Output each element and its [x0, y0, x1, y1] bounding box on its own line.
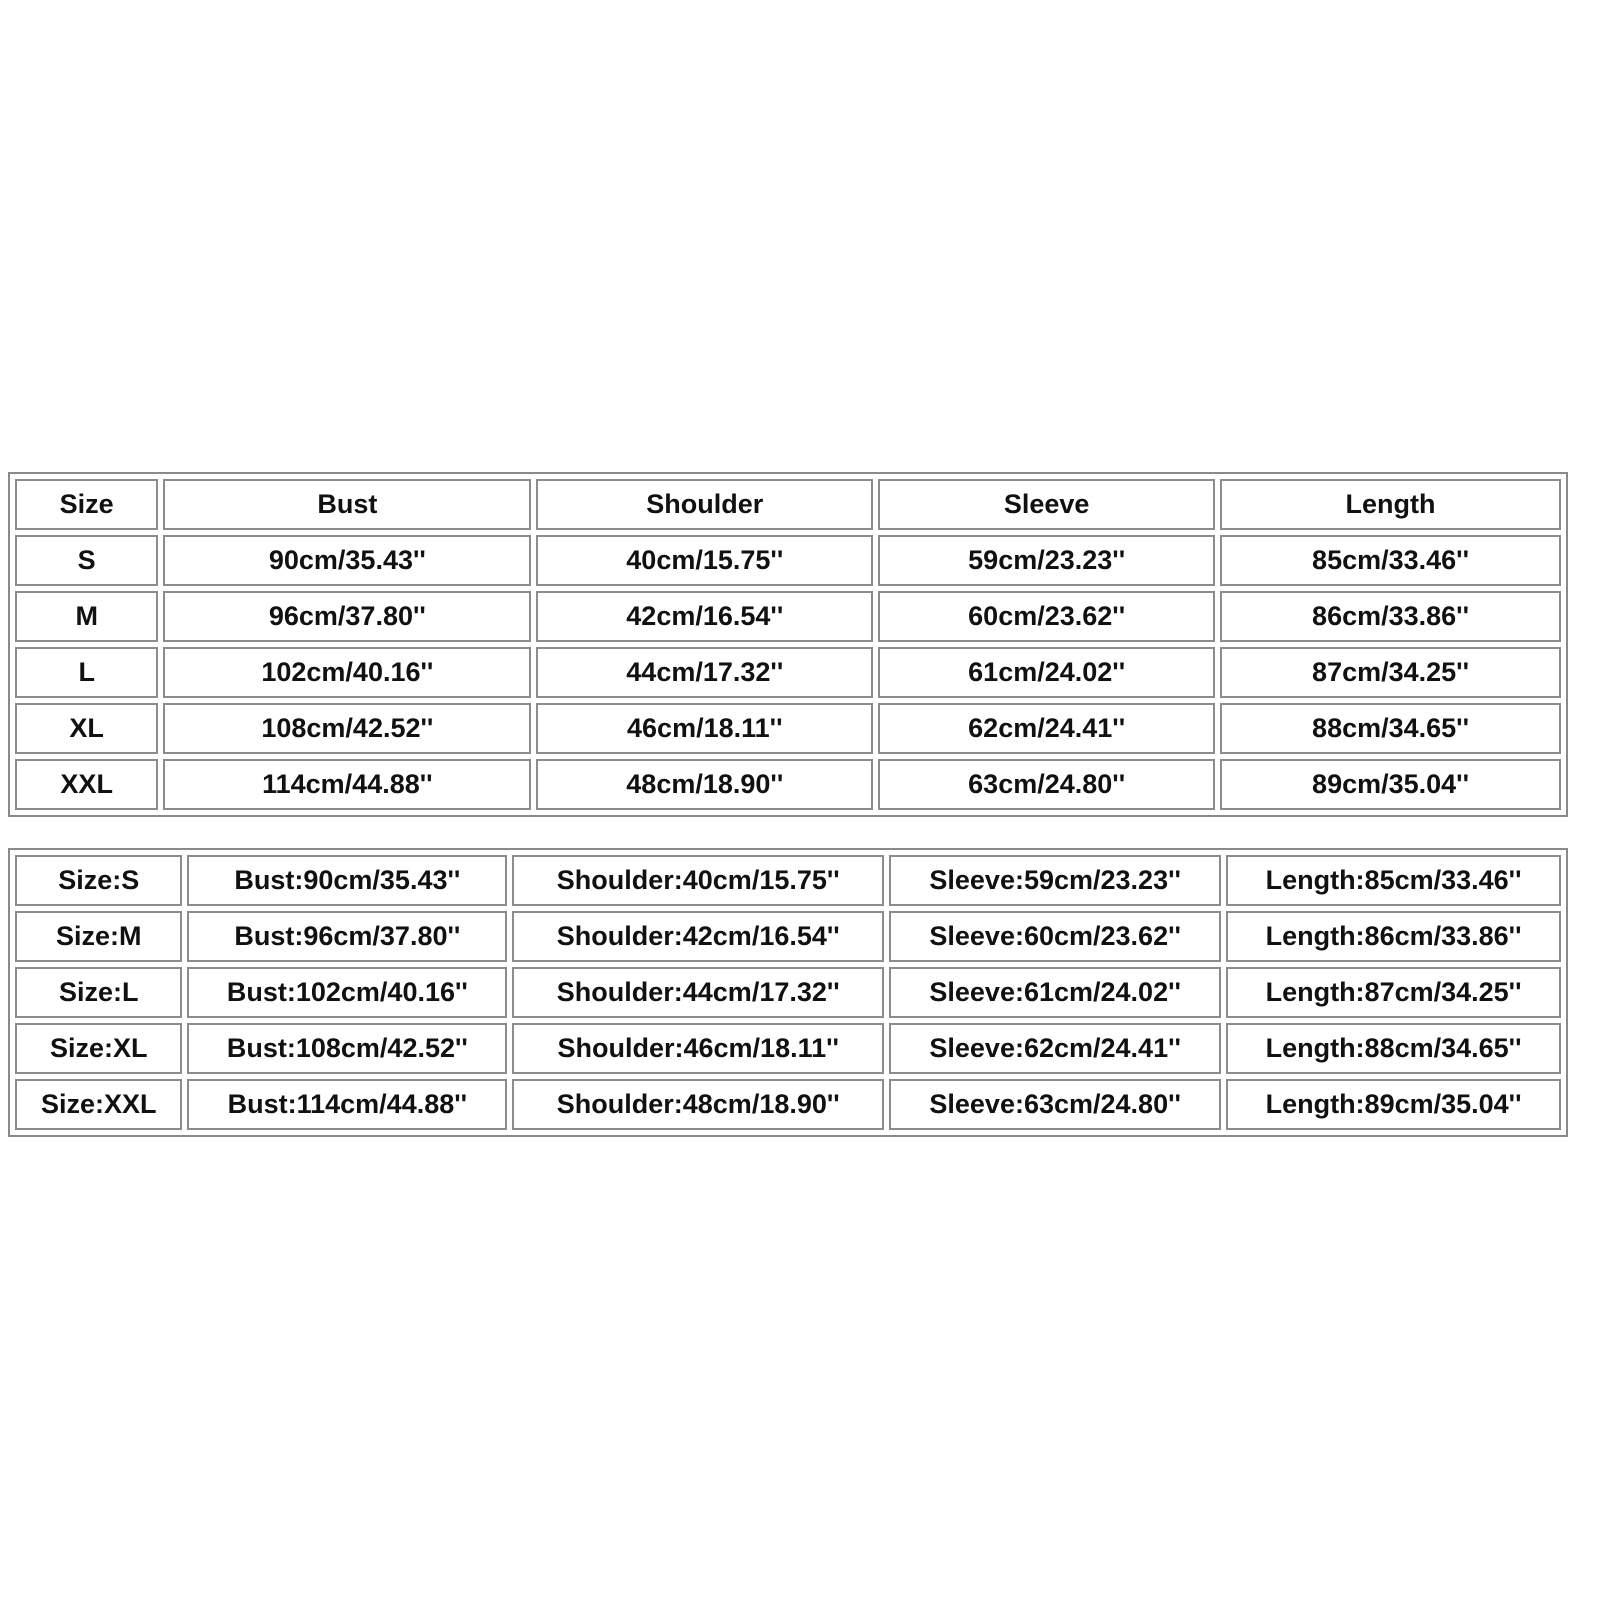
table-cell: Sleeve:59cm/23.23'' — [889, 855, 1221, 906]
table-cell: XXL — [15, 759, 158, 810]
table-cell: Bust:96cm/37.80'' — [187, 911, 507, 962]
table-cell: Length:87cm/34.25'' — [1226, 967, 1561, 1018]
table-cell: 44cm/17.32'' — [536, 647, 873, 698]
table-cell: Size:XL — [15, 1023, 182, 1074]
table-cell: Bust:102cm/40.16'' — [187, 967, 507, 1018]
table-row — [15, 703, 1561, 754]
table-row — [15, 647, 1561, 698]
table-cell: Sleeve:62cm/24.41'' — [889, 1023, 1221, 1074]
table-cell: 90cm/35.43'' — [163, 535, 531, 586]
table-cell: 59cm/23.23'' — [878, 535, 1215, 586]
table-cell: Sleeve:61cm/24.02'' — [889, 967, 1221, 1018]
table-cell: 46cm/18.11'' — [536, 703, 873, 754]
table-cell: 85cm/33.46'' — [1220, 535, 1561, 586]
header-cell: Size — [15, 479, 158, 530]
table-row — [15, 1079, 1561, 1130]
table-cell: L — [15, 647, 158, 698]
table-cell: Bust:114cm/44.88'' — [187, 1079, 507, 1130]
table-row — [15, 535, 1561, 586]
table-cell: M — [15, 591, 158, 642]
table-header-row — [15, 479, 1561, 530]
table-cell: 89cm/35.04'' — [1220, 759, 1561, 810]
table-cell: S — [15, 535, 158, 586]
table-cell: Sleeve:60cm/23.62'' — [889, 911, 1221, 962]
table-cell: Shoulder:46cm/18.11'' — [512, 1023, 884, 1074]
table-cell: Length:85cm/33.46'' — [1226, 855, 1561, 906]
table-row — [15, 1023, 1561, 1074]
table-cell: XL — [15, 703, 158, 754]
header-cell: Bust — [163, 479, 531, 530]
header-cell: Shoulder — [536, 479, 873, 530]
table-cell: 88cm/34.65'' — [1220, 703, 1561, 754]
table-cell: 102cm/40.16'' — [163, 647, 531, 698]
table-cell: Bust:108cm/42.52'' — [187, 1023, 507, 1074]
table-cell: 63cm/24.80'' — [878, 759, 1215, 810]
table-cell: 60cm/23.62'' — [878, 591, 1215, 642]
table-row — [15, 855, 1561, 906]
size-chart-labeled-table — [8, 848, 1568, 1137]
table-cell: Length:89cm/35.04'' — [1226, 1079, 1561, 1130]
table-cell: 86cm/33.86'' — [1220, 591, 1561, 642]
table-cell: 61cm/24.02'' — [878, 647, 1215, 698]
table-cell: Size:M — [15, 911, 182, 962]
table-cell: Shoulder:48cm/18.90'' — [512, 1079, 884, 1130]
table-cell: Size:L — [15, 967, 182, 1018]
table-row — [15, 759, 1561, 810]
table-row — [15, 591, 1561, 642]
table-cell: Sleeve:63cm/24.80'' — [889, 1079, 1221, 1130]
table-cell: 108cm/42.52'' — [163, 703, 531, 754]
table-cell: Size:S — [15, 855, 182, 906]
table-cell: Length:86cm/33.86'' — [1226, 911, 1561, 962]
table-cell: 96cm/37.80'' — [163, 591, 531, 642]
table-cell: Shoulder:44cm/17.32'' — [512, 967, 884, 1018]
table-cell: 48cm/18.90'' — [536, 759, 873, 810]
table-row — [15, 967, 1561, 1018]
table-cell: Length:88cm/34.65'' — [1226, 1023, 1561, 1074]
table-cell: 42cm/16.54'' — [536, 591, 873, 642]
header-cell: Sleeve — [878, 479, 1215, 530]
header-cell: Length — [1220, 479, 1561, 530]
size-chart-table — [8, 472, 1568, 817]
table-cell: 114cm/44.88'' — [163, 759, 531, 810]
table-cell: 40cm/15.75'' — [536, 535, 873, 586]
table-cell: Size:XXL — [15, 1079, 182, 1130]
table-cell: Bust:90cm/35.43'' — [187, 855, 507, 906]
table-cell: Shoulder:42cm/16.54'' — [512, 911, 884, 962]
table-cell: 62cm/24.41'' — [878, 703, 1215, 754]
table-cell: 87cm/34.25'' — [1220, 647, 1561, 698]
table-row — [15, 911, 1561, 962]
table-cell: Shoulder:40cm/15.75'' — [512, 855, 884, 906]
